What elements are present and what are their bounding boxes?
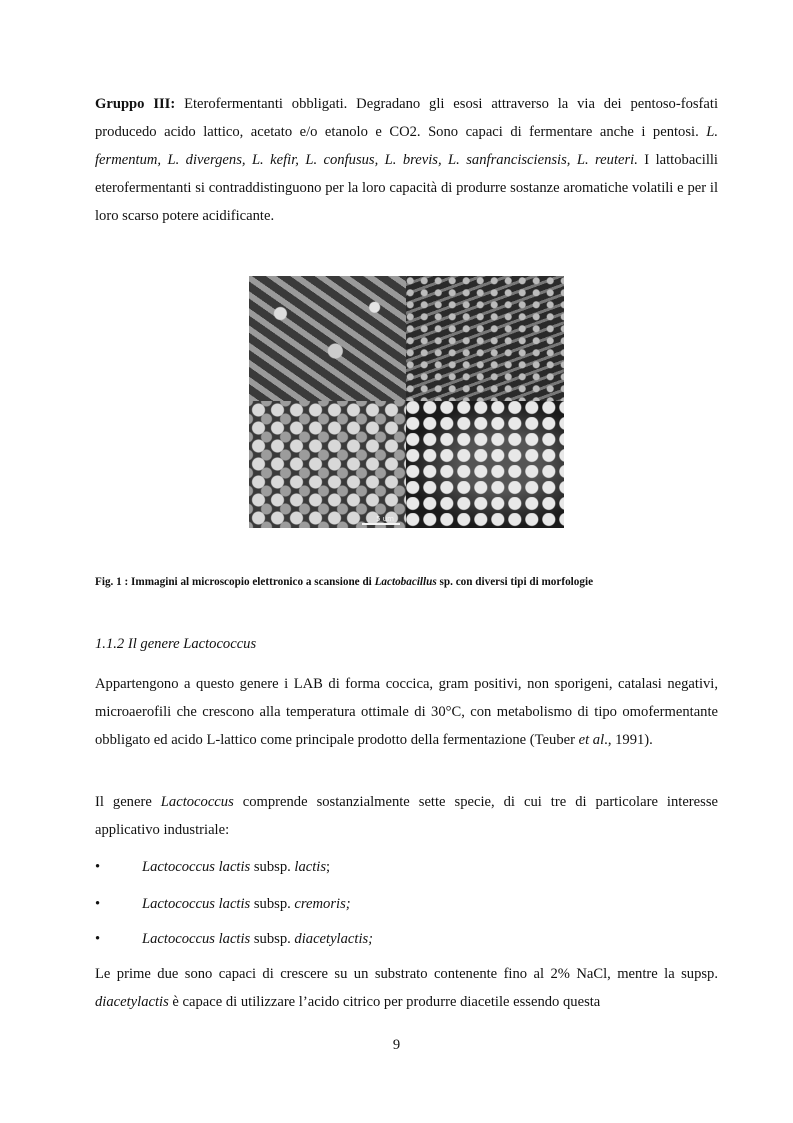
para3-epithet: diacetylactis	[95, 994, 169, 1010]
bullet-symbol: •	[95, 896, 101, 912]
bullet-species: Lactococcus lactis	[142, 896, 251, 912]
bullet-species: Lactococcus lactis	[142, 931, 251, 947]
bullet-epithet: diacetylactis;	[294, 931, 374, 947]
sem-image-top-right	[406, 276, 564, 401]
para2-text: Il genere	[95, 794, 161, 810]
bullet-subsp: subsp.	[250, 931, 295, 947]
paragraph-lactococcus-properties	[95, 960, 718, 1016]
para1-etal: et al	[578, 732, 605, 748]
para2-text-end: comprende sostanzialmente sette specie, di cui tre di particolare interesse applicativo industriale:	[95, 794, 718, 838]
bullet-symbol: •	[95, 859, 101, 875]
caption-genus: Lactobacillus	[374, 576, 437, 588]
para3-text-end: è capace di utilizzare l’acido citrico per produrre diacetile essendo questa	[168, 994, 601, 1010]
sem-image-bottom-right	[406, 401, 564, 528]
bullet-epithet: cremoris;	[294, 896, 351, 912]
bullet-epithet: lactis	[294, 859, 327, 875]
figure-caption	[95, 576, 735, 588]
caption-text-end: sp. con diversi tipi di morfologie	[436, 576, 594, 588]
gruppo-iii-label: Gruppo III:	[95, 96, 176, 112]
bullet-subsp: subsp.	[250, 896, 295, 912]
para1-text-end: ., 1991).	[604, 732, 653, 748]
para3-text: Le prime due sono capaci di crescere su un substrato contenente fino al 2% NaCl, mentre la supsp.	[95, 966, 718, 982]
para1-text: Appartengono a questo genere i LAB di forma coccica, gram positivi, non sporigeni, catalasi negativi, microaerofili che crescono alla temperatura ottimale di 30°C, con metabolismo di tipo omofermentante obbligato ed acido L-lattico come principale prodotto della fermentazione (Teuber	[95, 676, 718, 748]
gruppo-iii-species: L. fermentum, L. divergens, L. kefir, L. confusus, L. brevis, L. sanfrancisciensis, L. reuteri.	[95, 124, 718, 168]
paragraph-lactococcus-species	[95, 788, 718, 844]
bullet-end: ;	[326, 859, 331, 875]
para2-genus: Lactococcus	[160, 794, 234, 810]
page-number: 9	[392, 1037, 401, 1053]
bullet-species: Lactococcus lactis	[142, 859, 251, 875]
sem-image-top-left	[249, 276, 406, 401]
paragraph-lactococcus-intro	[95, 670, 718, 754]
sem-image-bottom-left	[249, 401, 406, 528]
gruppo-iii-text-end: I lattobacilli eterofermentanti si contraddistinguono per la loro capacità di produrre sostanze aromatiche volatili e per il loro scarso potere acidificante.	[95, 152, 718, 224]
caption-text: Fig. 1 : Immagini al microscopio elettronico a scansione di	[95, 576, 375, 588]
sem-figure	[249, 276, 564, 528]
gruppo-iii-text: Eterofermentanti obbligati. Degradano gli esosi attraverso la via dei pentoso-fosfati producedo acido lattico, acetato e/o etanolo e CO2. Sono capaci di fermentare anche i pentosi.	[95, 96, 718, 140]
bullet-subsp: subsp.	[250, 859, 295, 875]
scale-bar-label: 5 um	[362, 515, 400, 525]
bullet-symbol: •	[95, 931, 101, 947]
section-heading: 1.1.2 Il genere Lactococcus	[95, 636, 257, 652]
paragraph-gruppo-iii	[95, 90, 718, 230]
